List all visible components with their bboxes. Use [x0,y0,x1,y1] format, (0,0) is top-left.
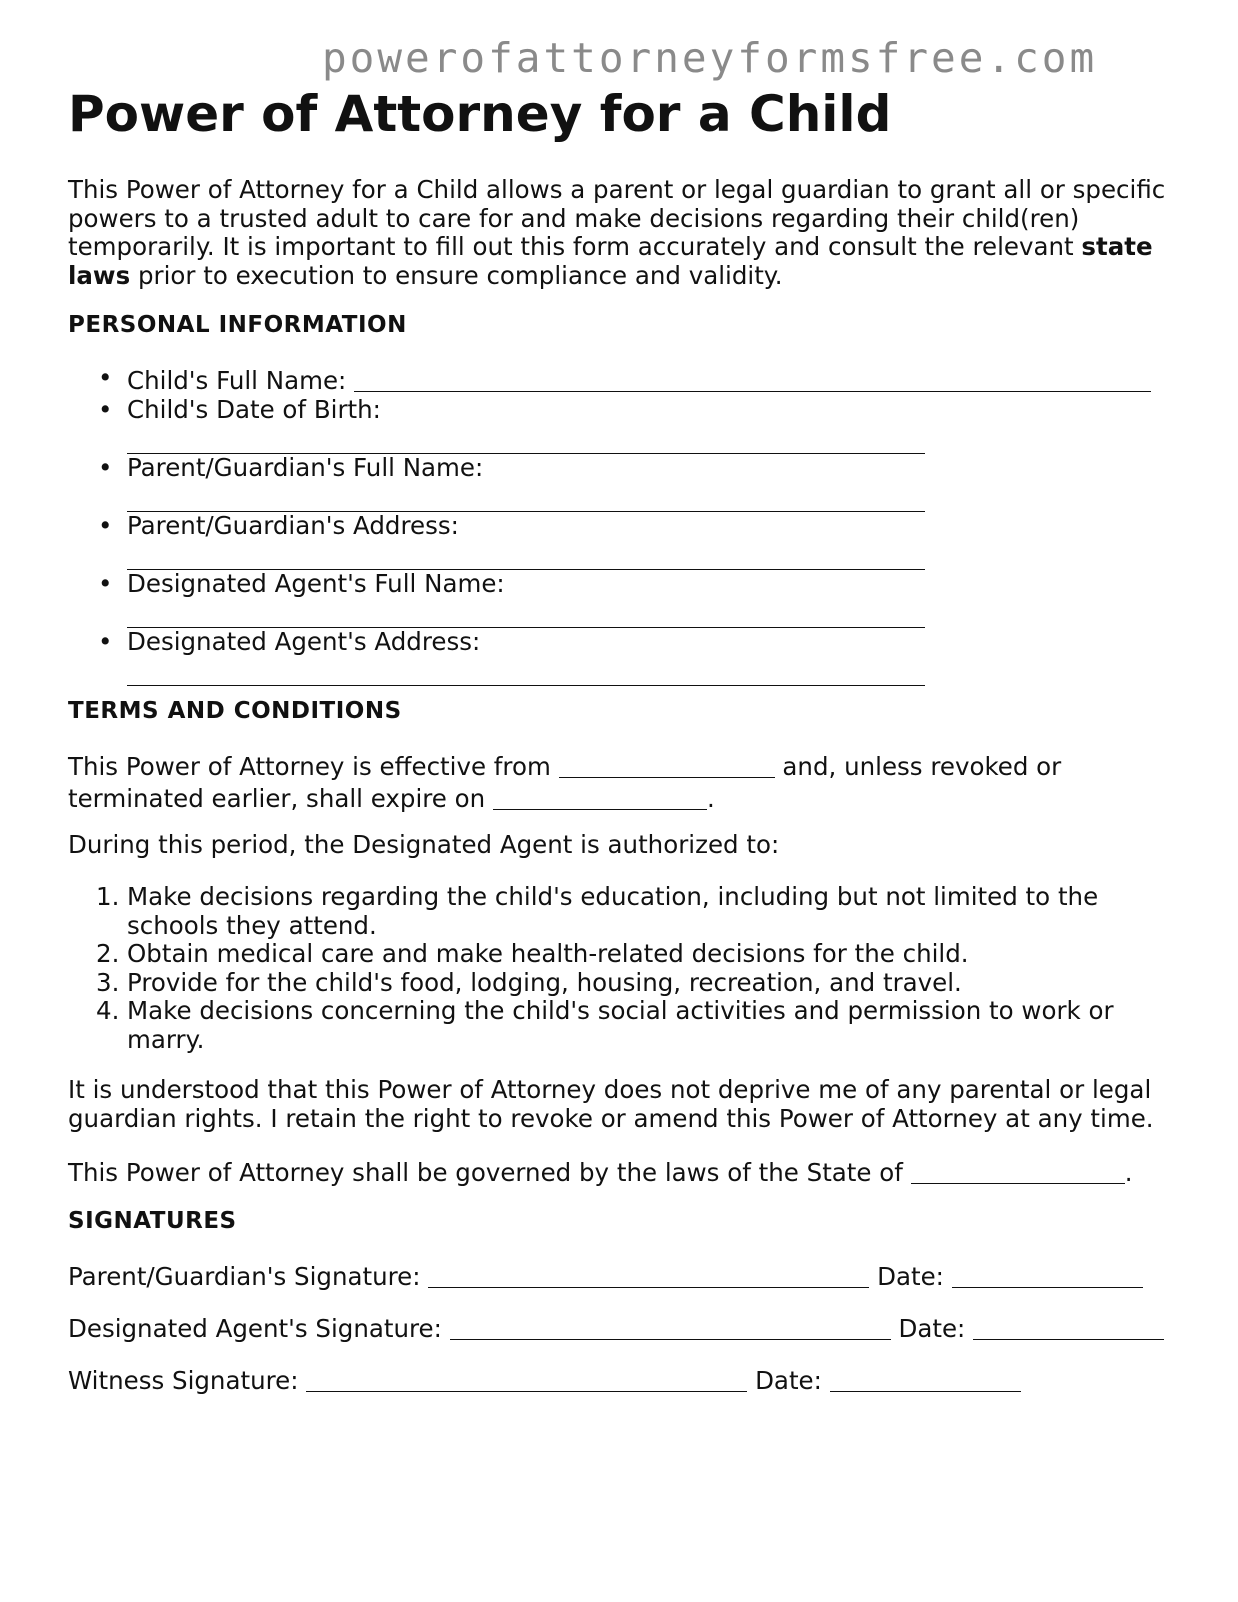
agent-signature-line [68,1312,1164,1344]
personal-information-heading: PERSONAL INFORMATION [68,312,407,338]
period: . [1124,1158,1133,1187]
field-label: Parent/Guardian's Full Name: [127,452,484,482]
date-label: Date: [755,1366,822,1395]
expire-text: and, unless revoked or terminated earlier, shall expire on [68,752,1062,813]
list-item [68,396,1178,454]
terms-heading: TERMS AND CONDITIONS [68,698,402,724]
field-label: Parent/Guardian's Address: [127,510,459,540]
list-item [68,997,1178,1054]
period: . [706,783,715,813]
list-item [68,969,1178,998]
agent-signature-field[interactable] [450,1315,891,1340]
signatures-heading: SIGNATURES [68,1208,237,1234]
effective-text: This Power of Attorney is effective from [68,752,551,781]
parent-signature-field[interactable] [428,1263,869,1288]
agent-date-field[interactable] [973,1315,1164,1340]
date-label: Date: [898,1314,966,1343]
governing-text: This Power of Attorney shall be governed by the laws of the State of [68,1158,903,1187]
list-item [68,883,1178,940]
field-label: Child's Date of Birth: [127,394,381,424]
field-label: Designated Agent's Address: [127,626,481,656]
item-number: 1. [96,882,120,911]
field-label: Child's Full Name: [127,366,347,395]
item-number: 4. [96,996,120,1025]
signature-label: Witness Signature: [68,1366,299,1395]
list-item [68,512,1178,570]
witness-signature-line [68,1364,1021,1396]
list-item [68,364,1178,396]
watermark: powerofattorneyformsfree.com [322,34,1098,82]
personal-information-list [68,364,1178,686]
item-number: 3. [96,967,120,997]
witness-date-field[interactable] [830,1367,1021,1392]
child-dob-field[interactable] [127,424,925,454]
signature-label: Designated Agent's Signature: [68,1314,442,1343]
expire-date-field[interactable] [493,785,707,810]
list-item [68,570,1178,628]
parent-address-field[interactable] [127,540,925,570]
effective-period-paragraph [68,750,1078,813]
state-field[interactable] [911,1159,1125,1184]
item-number: 2. [96,939,120,968]
intro-paragraph [68,176,1178,290]
list-item [68,628,1178,686]
date-label: Date: [877,1262,944,1291]
parent-signature-line [68,1260,1143,1292]
parent-date-field[interactable] [952,1263,1143,1288]
signature-label: Parent/Guardian's Signature: [68,1262,421,1291]
list-item [68,454,1178,512]
field-label: Designated Agent's Full Name: [127,568,505,598]
child-name-field[interactable] [354,367,1151,392]
witness-signature-field[interactable] [306,1367,747,1392]
intro-text-end: prior to execution to ensure compliance and validity. [130,260,783,290]
intro-bold-text: state laws [68,232,1153,290]
authorized-intro: During this period, the Designated Agent is authorized to: [68,830,780,859]
governing-law-paragraph [68,1156,1132,1188]
intro-text: This Power of Attorney for a Child allows a parent or legal guardian to grant all or specific powers to a trusted adult to care for and make decisions regarding their child(ren) temporarily. It is important to fill out this form accurately and consult the relevant [68,175,1166,261]
parent-name-field[interactable] [127,482,925,512]
authorized-powers-list [68,883,1178,1054]
item-text: Make decisions concerning the child's social activities and permission to work or marry. [127,996,1114,1054]
item-text: Provide for the child's food, lodging, housing, recreation, and travel. [127,967,962,997]
effective-date-field[interactable] [559,753,775,778]
agent-name-field[interactable] [127,598,925,628]
rights-paragraph: It is understood that this Power of Attorney does not deprive me of any parental or legal guardian rights. I retain the right to revoke or amend this Power of Attorney at any time. [68,1075,1154,1133]
agent-address-field[interactable] [127,656,925,686]
item-text: Make decisions regarding the child's education, including but not limited to the schools they attend. [127,882,1099,940]
list-item [68,940,1178,969]
page-title: Power of Attorney for a Child [68,85,892,143]
item-text: Obtain medical care and make health-related decisions for the child. [127,939,969,968]
